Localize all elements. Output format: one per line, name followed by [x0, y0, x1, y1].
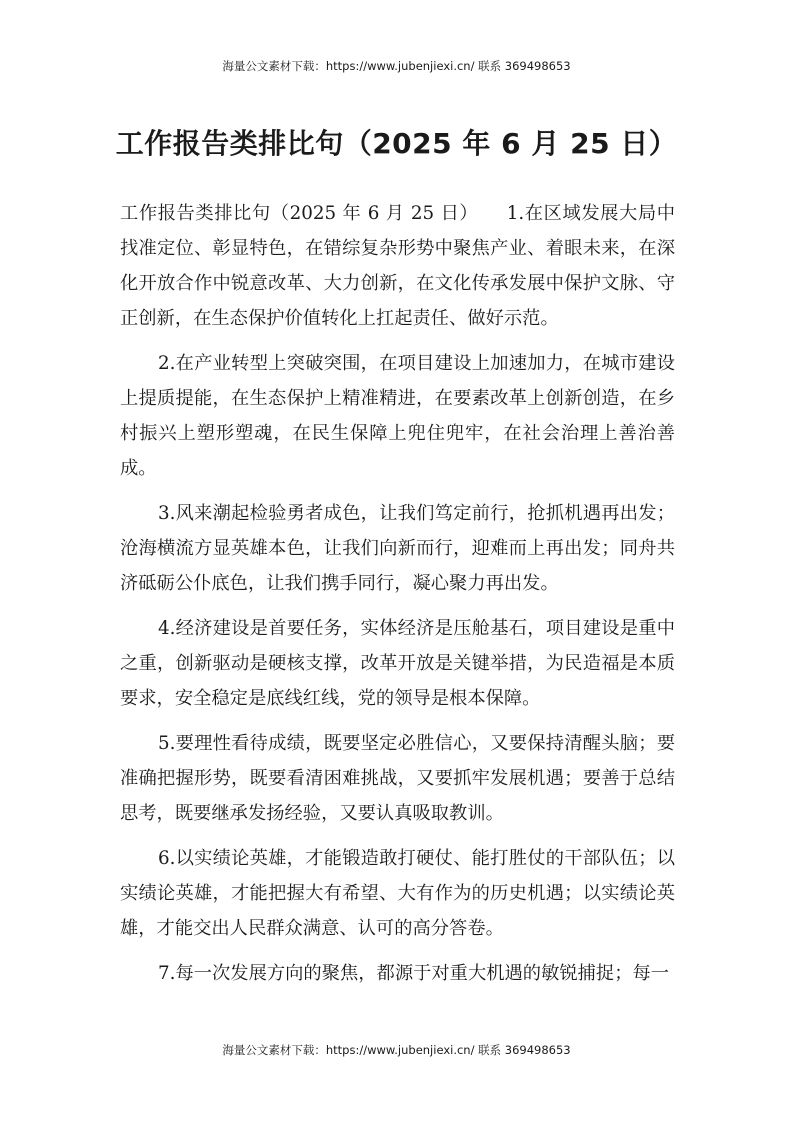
- document-body: [120, 196, 675, 1001]
- paragraph-4: 4.经济建设是首要任务，实体经济是压舱基石，项目建设是重中之重，创新驱动是硬核支撑，改革开放是关键举措，为民造福是本质要求，安全稳定是底线红线，党的领导是根本保障。: [120, 618, 675, 709]
- page-header: 海量公文素材下载：https://www.jubenjiexi.cn/ 联系 369498653: [222, 59, 571, 73]
- document-title: 工作报告类排比句（2025 年 6 月 25 日）: [115, 127, 678, 160]
- paragraph-intro: 工作报告类排比句（2025 年 6 月 25 日） 1.在区域发展大局中找准定位、彰显特色，在错综复杂形势中聚焦产业、着眼未来，在深化开放合作中锐意改革、大力创新，在文化传承发展中保护文脉、守正创新，在生态保护价值转化上扛起责任、做好示范。: [120, 203, 675, 329]
- page-footer: 海量公文素材下载：https://www.jubenjiexi.cn/ 联系 369498653: [222, 1043, 571, 1057]
- paragraph-3: 3.风来潮起检验勇者成色，让我们笃定前行，抢抓机遇再出发；沧海横流方显英雄本色，让我们向新而行，迎难而上再出发；同舟共济砥砺公仆底色，让我们携手同行，凝心聚力再出发。: [120, 503, 675, 594]
- paragraph-2: 2.在产业转型上突破突围，在项目建设上加速加力，在城市建设上提质提能，在生态保护上精准精进，在要素改革上创新创造，在乡村振兴上塑形塑魂，在民生保障上兜住兜牢，在社会治理上善治善成。: [120, 353, 675, 479]
- paragraph-7: 7.每一次发展方向的聚焦，都源于对重大机遇的敏锐捕捉；每一: [158, 963, 670, 984]
- paragraph-5: 5.要理性看待成绩，既要坚定必胜信心，又要保持清醒头脑；要准确把握形势，既要看清困难挑战，又要抓牢发展机遇；要善于总结思考，既要继承发扬经验，又要认真吸取教训。: [120, 733, 675, 824]
- paragraph-6: 6.以实绩论英雄，才能锻造敢打硬仗、能打胜仗的干部队伍；以实绩论英雄，才能把握大有希望、大有作为的历史机遇；以实绩论英雄，才能交出人民群众满意、认可的高分答卷。: [120, 848, 675, 939]
